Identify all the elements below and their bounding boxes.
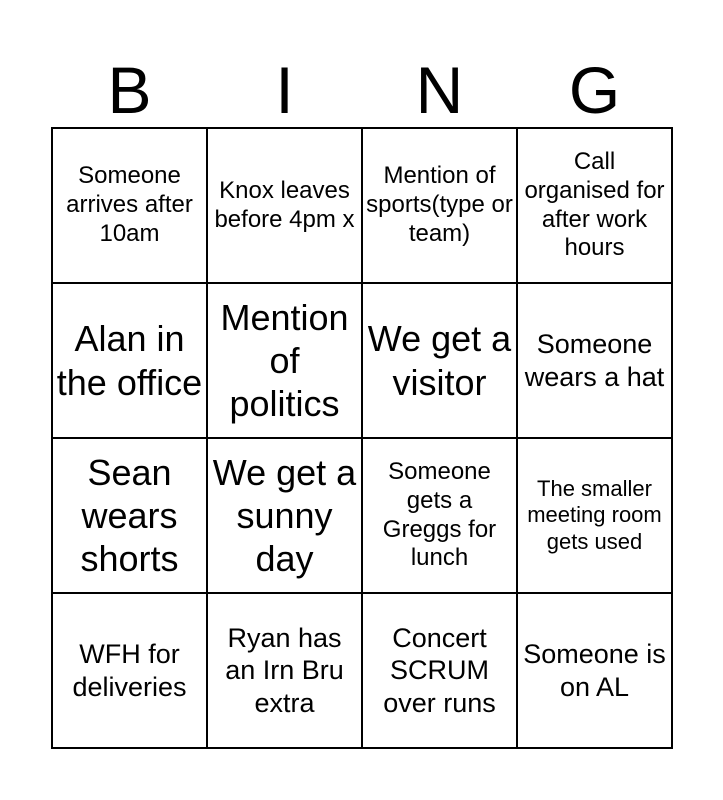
grid-row	[52, 438, 672, 593]
bingo-grid	[51, 127, 673, 749]
header-letter-n: N	[415, 53, 464, 127]
bingo-cell[interactable]: Knox leaves before 4pm x	[207, 128, 362, 283]
bingo-cell[interactable]: Mention of sports(type or team)	[362, 128, 517, 283]
bingo-cell[interactable]: Sean wears shorts	[52, 438, 207, 593]
bingo-cell[interactable]: The smaller meeting room gets used	[517, 438, 672, 593]
grid-row	[52, 128, 672, 283]
header-letter-i: I	[275, 53, 294, 127]
header-letter-b: B	[107, 53, 152, 127]
bingo-cell[interactable]: Mention of politics	[207, 283, 362, 438]
grid-row	[52, 593, 672, 748]
bingo-header	[52, 52, 672, 128]
bingo-cell[interactable]: Someone arrives after 10am	[52, 128, 207, 283]
bingo-cell[interactable]: WFH for deliveries	[52, 593, 207, 748]
bingo-cell[interactable]: We get a sunny day	[207, 438, 362, 593]
bingo-cell[interactable]: Someone gets a Greggs for lunch	[362, 438, 517, 593]
header-letter-g: G	[568, 53, 621, 127]
bingo-cell[interactable]: We get a visitor	[362, 283, 517, 438]
bingo-cell[interactable]: Call organised for after work hours	[517, 128, 672, 283]
bingo-cell[interactable]: Alan in the office	[52, 283, 207, 438]
bingo-cell[interactable]: Ryan has an Irn Bru extra	[207, 593, 362, 748]
bingo-cell[interactable]: Someone is on AL	[517, 593, 672, 748]
grid-row	[52, 283, 672, 438]
bingo-cell[interactable]: Someone wears a hat	[517, 283, 672, 438]
bingo-cell[interactable]: Concert SCRUM over runs	[362, 593, 517, 748]
